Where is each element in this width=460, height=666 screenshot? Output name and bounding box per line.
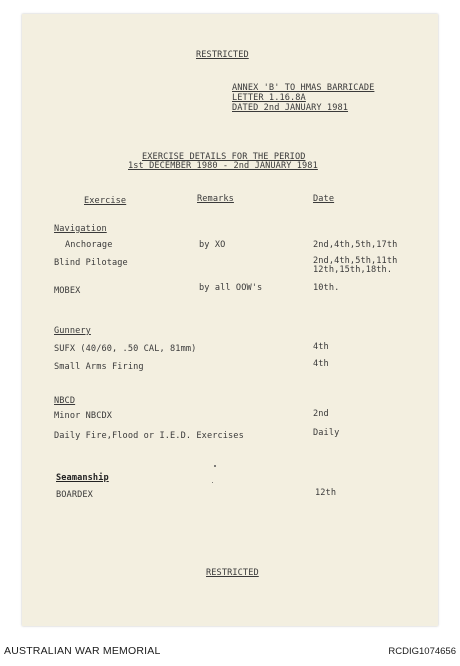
column-header-exercise: Exercise — [84, 196, 127, 206]
exercise-date: 12th — [315, 488, 337, 498]
exercise-name: Daily Fire,Flood or I.E.D. Exercises — [54, 431, 244, 441]
document-page — [22, 14, 438, 626]
section-heading-navigation: Navigation — [54, 224, 107, 234]
exercise-remarks: by all OOW's — [199, 283, 263, 293]
title-line-1: EXERCISE DETAILS FOR THE PERIOD — [142, 152, 306, 162]
exercise-name: MOBEX — [54, 286, 81, 296]
exercise-date: 2nd,4th,5th,17th — [313, 240, 398, 250]
archive-name: AUSTRALIAN WAR MEMORIAL — [4, 645, 161, 657]
paper-speck — [214, 465, 216, 467]
exercise-name: Minor NBCDX — [54, 411, 113, 421]
exercise-name: Blind Pilotage — [54, 258, 128, 268]
column-header-date: Date — [313, 194, 335, 204]
exercise-name: Anchorage — [65, 240, 113, 250]
archive-record-id: RCDIG1074656 — [388, 646, 456, 657]
title-line-2: 1st DECEMBER 1980 - 2nd JANUARY 1981 — [128, 161, 318, 171]
exercise-date: 4th — [313, 342, 329, 352]
exercise-date: 2nd — [313, 409, 329, 419]
annex-line-1: ANNEX 'B' TO HMAS BARRICADE — [232, 83, 375, 93]
exercise-date-continued: 12th,15th,18th. — [313, 265, 393, 275]
exercise-date: 2nd,4th,5th,11th — [313, 256, 398, 266]
classification-bottom: RESTRICTED — [206, 568, 259, 578]
exercise-date: Daily — [313, 428, 340, 438]
archive-footer — [0, 640, 460, 666]
annex-line-3: DATED 2nd JANUARY 1981 — [232, 103, 349, 113]
exercise-name: BOARDEX — [56, 490, 93, 500]
section-heading-seamanship: Seamanship — [56, 473, 109, 483]
paper-speck — [212, 482, 213, 483]
column-header-remarks: Remarks — [197, 194, 234, 204]
exercise-name: Small Arms Firing — [54, 362, 144, 372]
section-heading-nbcd: NBCD — [54, 396, 76, 406]
exercise-name: SUFX (40/60, .50 CAL, 81mm) — [54, 344, 197, 354]
section-heading-gunnery: Gunnery — [54, 326, 91, 336]
exercise-date: 10th. — [313, 283, 340, 293]
classification-top: RESTRICTED — [196, 50, 249, 60]
exercise-date: 4th — [313, 359, 329, 369]
annex-line-2: LETTER 1.16.8A — [232, 93, 306, 103]
exercise-remarks: by XO — [199, 240, 226, 250]
